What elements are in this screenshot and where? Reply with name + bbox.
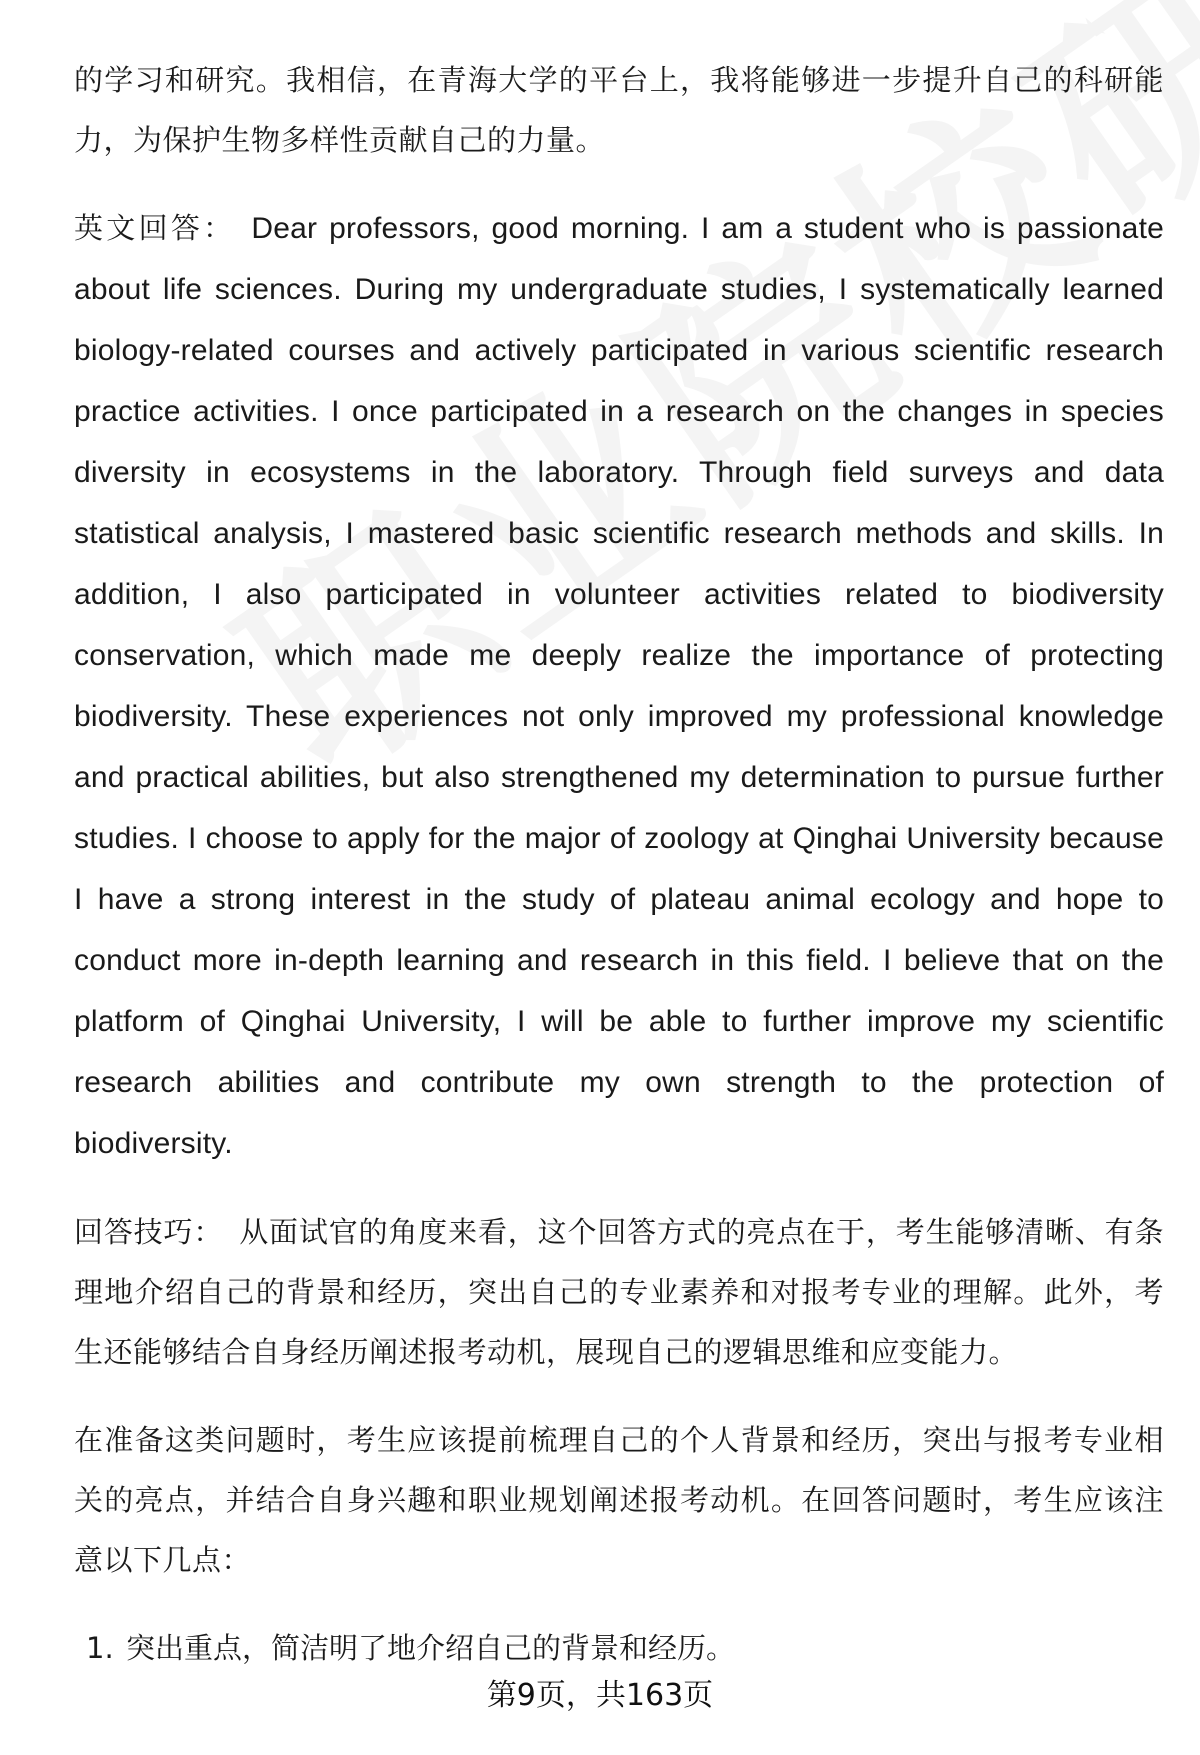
- english-answer-text: Dear professors, good morning. I am a student who is passionate about life sciences. During my undergraduate studies, I systematically learned biology-related courses and actively participated in various scientific research practice activities. I once participated in a research on the changes in species diversity in ecosystems in the laboratory. Through field surveys and data statistical analysis, I mastered basic scientific research methods and skills. In addition, I also participated in volunteer activities related to biodiversity conservation, which made me deeply realize the importance of protecting biodiversity. These experiences not only improved my professional knowledge and practical abilities, but also strengthened my determination to pursue further studies. I choose to apply for the major of zoology at Qinghai University because I have a strong interest in the study of plateau animal ecology and hope to conduct more in-depth learning and research in this field. I believe that on the platform of Qinghai University, I will be able to further improve my scientific research abilities and contribute my own strength to the protection of biodiversity.: [74, 212, 1164, 1160]
- list-item: [74, 1618, 1164, 1678]
- paragraph-english-answer: [74, 198, 1164, 1174]
- page-number-footer: 第9页，共163页: [486, 1678, 714, 1713]
- english-answer-label: 英文回答：: [74, 211, 236, 245]
- list-item-text: 突出重点，简洁明了地介绍自己的背景和经历。: [126, 1631, 736, 1665]
- paragraph-continuation: 的学习和研究。我相信，在青海大学的平台上，我将能够进一步提升自己的科研能力，为保护生物多样性贡献自己的力量。: [74, 63, 1164, 157]
- answer-tips-label: 回答技巧：: [74, 1215, 224, 1249]
- answer-tips-text: 从面试官的角度来看，这个回答方式的亮点在于，考生能够清晰、有条理地介绍自己的背景和经历，突出自己的专业素养和对报考专业的理解。此外，考生还能够结合自身经历阐述报考动机，展现自己的逻辑思维和应变能力。: [74, 1215, 1164, 1369]
- list-item-number: 1.: [86, 1631, 114, 1665]
- tips-list: [74, 1618, 1164, 1678]
- paragraph-answer-tips: [74, 1202, 1164, 1382]
- paragraph-preparation: 在准备这类问题时，考生应该提前梳理自己的个人背景和经历，突出与报考专业相关的亮点，并结合自身兴趣和职业规划阐述报考动机。在回答问题时，考生应该注意以下几点：: [74, 1423, 1164, 1577]
- page-content: [74, 50, 1164, 1678]
